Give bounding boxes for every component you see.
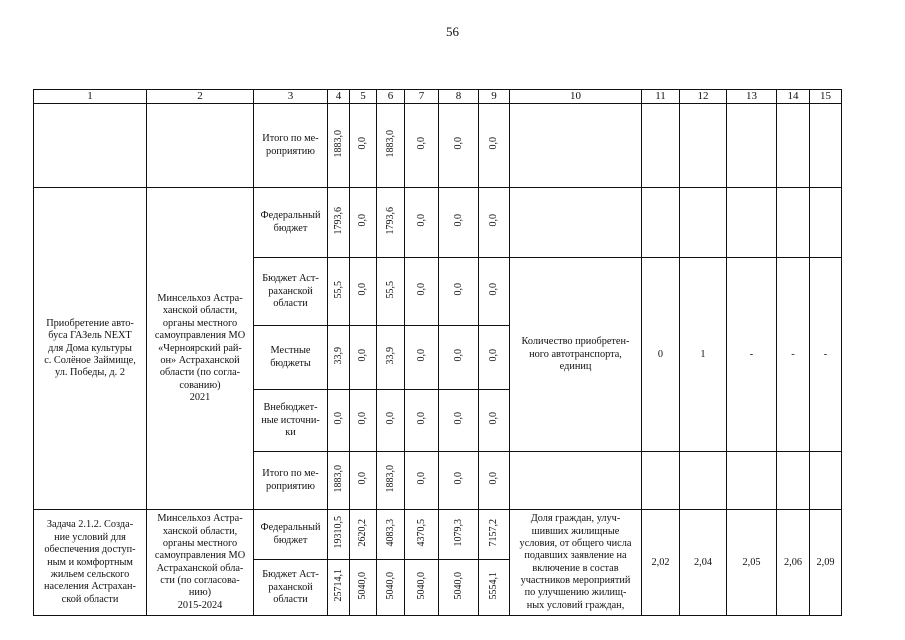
column-number [510, 90, 642, 104]
indicator-name [510, 510, 642, 616]
funding-source-text: Федеральный бюджет [260, 522, 321, 546]
column-number [439, 90, 479, 104]
amount-value: 4083,3 [384, 518, 396, 547]
amount-cell [439, 510, 479, 560]
column-number-text: 4 [335, 90, 342, 102]
amount-cell [328, 390, 350, 452]
amount-cell [439, 560, 479, 616]
amount-cell [328, 258, 350, 326]
indicator-name-text: Количество приобретен- ного автотранспорта, единиц [521, 336, 630, 372]
amount-value: 1793,6 [384, 206, 396, 235]
amount-value: 0,0 [452, 412, 464, 425]
empty-cell [680, 452, 727, 510]
indicator-value [727, 510, 777, 616]
indicator-value-text: 2,09 [816, 556, 835, 568]
amount-value: 5040,0 [384, 571, 396, 600]
column-number-text: 13 [746, 90, 757, 102]
amount-cell [479, 188, 510, 258]
amount-value: 1883,0 [384, 464, 396, 493]
funding-source [254, 510, 328, 560]
column-number [642, 90, 680, 104]
amount-cell [350, 452, 377, 510]
funding-source [254, 104, 328, 188]
column-number-text: 7 [418, 90, 425, 102]
column-number [727, 90, 777, 104]
column-number [350, 90, 377, 104]
empty-cell [34, 104, 147, 188]
amount-value: 5040,0 [452, 571, 464, 600]
indicator-value [810, 510, 842, 616]
amount-cell [405, 510, 439, 560]
funding-source [254, 188, 328, 258]
amount-value: 33,9 [384, 346, 396, 365]
amount-value: 0,0 [415, 137, 427, 150]
amount-value: 0,0 [488, 349, 499, 362]
amount-cell [328, 326, 350, 390]
amount-value: 0,0 [357, 472, 368, 485]
amount-value: 0,0 [415, 349, 427, 362]
indicator-value-text: 2,04 [693, 556, 713, 568]
column-number [680, 90, 727, 104]
amount-cell [439, 188, 479, 258]
amount-value: 4370,5 [415, 518, 427, 547]
amount-cell [350, 104, 377, 188]
amount-cell [405, 390, 439, 452]
amount-value: 0,0 [415, 412, 427, 425]
amount-cell [479, 452, 510, 510]
indicator-value-text: - [823, 348, 828, 360]
column-number-text: 8 [455, 90, 462, 102]
responsible-executor-text: Минсельхоз Астра- ханской области, органы местного самоуправления МО Астраханской обла- сти (по согласова- нию) 2015-2024 [154, 513, 246, 611]
empty-cell [680, 188, 727, 258]
column-number [377, 90, 405, 104]
responsible-executor [147, 188, 254, 510]
column-number-text: 10 [570, 90, 581, 102]
indicator-value-text: - [749, 348, 754, 360]
amount-cell [328, 560, 350, 616]
empty-cell [810, 452, 842, 510]
column-number [34, 90, 147, 104]
funding-source-text: Местные бюджеты [270, 345, 311, 369]
amount-cell [350, 510, 377, 560]
responsible-executor [147, 510, 254, 616]
amount-cell [377, 326, 405, 390]
amount-cell [377, 104, 405, 188]
amount-value: 0,0 [357, 137, 368, 150]
amount-cell [405, 258, 439, 326]
empty-cell [777, 452, 810, 510]
empty-cell [642, 104, 680, 188]
amount-cell [439, 326, 479, 390]
page-number: 56 [446, 24, 459, 39]
table-row [34, 104, 842, 188]
amount-value: 0,0 [357, 412, 368, 425]
amount-value: 55,5 [384, 280, 396, 299]
amount-cell [405, 188, 439, 258]
funding-source [254, 560, 328, 616]
empty-cell [147, 104, 254, 188]
amount-value: 0,0 [357, 214, 368, 227]
empty-cell [680, 104, 727, 188]
column-number-text: 15 [820, 90, 831, 102]
empty-cell [510, 452, 642, 510]
funding-source [254, 326, 328, 390]
column-number-text: 2 [197, 90, 203, 102]
amount-cell [439, 258, 479, 326]
amount-cell [479, 258, 510, 326]
empty-cell [727, 452, 777, 510]
amount-value: 0,0 [452, 283, 464, 296]
amount-value: 5554,1 [488, 571, 499, 600]
column-number [147, 90, 254, 104]
amount-cell [328, 452, 350, 510]
indicator-value [777, 258, 810, 452]
empty-cell [727, 104, 777, 188]
amount-cell [328, 104, 350, 188]
indicator-name [510, 258, 642, 452]
column-number-text: 12 [697, 90, 709, 102]
column-number [328, 90, 350, 104]
measure-name [34, 188, 147, 510]
column-number [810, 90, 842, 104]
funding-source-text: Федеральный бюджет [260, 210, 321, 234]
amount-cell [405, 452, 439, 510]
amount-cell [439, 452, 479, 510]
amount-cell [377, 560, 405, 616]
column-number-text: 14 [787, 90, 799, 102]
amount-value: 1883,0 [332, 464, 344, 493]
amount-value: 1883,0 [384, 129, 396, 158]
column-number-text: 9 [491, 90, 497, 102]
amount-value: 5040,0 [415, 571, 427, 600]
amount-value: 0,0 [488, 214, 499, 227]
amount-value: 0,0 [488, 137, 499, 150]
amount-value: 7157,2 [488, 518, 499, 547]
amount-value: 2620,2 [357, 518, 368, 547]
amount-cell [479, 510, 510, 560]
indicator-value [642, 510, 680, 616]
amount-cell [405, 104, 439, 188]
amount-cell [405, 560, 439, 616]
funding-source-text: Итого по ме- роприятию [262, 133, 319, 157]
indicator-value-text: 2,06 [783, 556, 803, 568]
task-name-text: Задача 2.1.2. Созда- ние условий для обеспечения доступ- ным и комфортным жильем сельского населения Астрахан- ской области [43, 519, 136, 605]
amount-cell [405, 326, 439, 390]
amount-cell [328, 510, 350, 560]
amount-value: 19310,5 [332, 516, 344, 549]
amount-cell [377, 510, 405, 560]
amount-value: 0,0 [357, 349, 368, 362]
amount-value: 1079,3 [452, 518, 464, 547]
amount-value: 0,0 [357, 283, 368, 296]
column-number [254, 90, 328, 104]
column-number-text: 3 [287, 90, 294, 102]
funding-source [254, 390, 328, 452]
indicator-value [642, 258, 680, 452]
empty-cell [777, 188, 810, 258]
table-row [34, 188, 842, 258]
funding-source-text: Внебюджет- ные источни- ки [261, 402, 320, 438]
amount-value: 25714,1 [332, 569, 344, 602]
table-row [34, 510, 842, 560]
responsible-executor-text: Минсельхоз Астра- ханской области, органы местного самоуправления МО «Черноярский рай- он» Астраханской области (по согла- сованию) 2021 [154, 293, 246, 403]
empty-cell [777, 104, 810, 188]
indicator-value [727, 258, 777, 452]
amount-value: 0,0 [332, 412, 344, 425]
funding-source-text: Итого по ме- роприятию [262, 468, 319, 492]
indicator-value [777, 510, 810, 616]
amount-value: 1793,6 [332, 206, 344, 235]
funding-source-text: Бюджет Аст- раханской области [262, 273, 319, 309]
indicator-value-text: 2,02 [651, 556, 670, 568]
amount-cell [350, 390, 377, 452]
amount-value: 0,0 [488, 283, 499, 296]
amount-value: 0,0 [415, 283, 427, 296]
amount-value: 55,5 [332, 280, 344, 299]
empty-cell [810, 104, 842, 188]
amount-value: 0,0 [452, 349, 464, 362]
program-table [33, 89, 842, 616]
indicator-value-text: 1 [700, 348, 706, 360]
empty-cell [642, 188, 680, 258]
amount-value: 0,0 [452, 472, 464, 485]
indicator-value [810, 258, 842, 452]
column-number-text: 6 [387, 90, 394, 102]
amount-value: 5040,0 [357, 571, 368, 600]
amount-cell [377, 452, 405, 510]
indicator-value [680, 258, 727, 452]
funding-source [254, 258, 328, 326]
column-number-text: 11 [655, 90, 666, 102]
amount-cell [479, 104, 510, 188]
amount-value: 0,0 [415, 214, 427, 227]
column-number-row [34, 90, 842, 104]
measure-name-text: Приобретение авто- буса ГАЗель NEXT для Дома культуры с. Солёное Займище, ул. Победы, д. 2 [44, 317, 136, 379]
amount-cell [479, 326, 510, 390]
empty-cell [642, 452, 680, 510]
funding-source [254, 452, 328, 510]
amount-value: 0,0 [488, 472, 499, 485]
amount-value: 0,0 [452, 137, 464, 150]
amount-cell [439, 104, 479, 188]
amount-cell [377, 188, 405, 258]
column-number-text: 5 [360, 90, 366, 102]
amount-cell [350, 258, 377, 326]
amount-cell [328, 188, 350, 258]
amount-value: 0,0 [415, 472, 427, 485]
column-number [777, 90, 810, 104]
amount-value: 0,0 [488, 412, 499, 425]
empty-cell [810, 188, 842, 258]
amount-value: 1883,0 [332, 129, 344, 158]
amount-cell [377, 258, 405, 326]
column-number-text: 1 [87, 90, 93, 102]
indicator-name-text: Доля граждан, улуч- шивших жилищные условия, от общего числа подавших заявление на включение в состав участников мероприятий по улучшению жилищ- ных условий граждан, [519, 513, 632, 611]
indicator-value-text: 0 [657, 348, 664, 360]
amount-value: 33,9 [332, 346, 344, 365]
indicator-value [680, 510, 727, 616]
column-number [479, 90, 510, 104]
task-name [34, 510, 147, 616]
indicator-value-text: 2,05 [742, 556, 761, 568]
amount-cell [377, 390, 405, 452]
funding-source-text: Бюджет Аст- раханской области [262, 569, 319, 605]
amount-cell [479, 390, 510, 452]
empty-cell [510, 104, 642, 188]
indicator-value-text: - [791, 348, 795, 360]
column-number [405, 90, 439, 104]
amount-value: 0,0 [384, 412, 396, 425]
amount-cell [479, 560, 510, 616]
empty-cell [510, 188, 642, 258]
amount-cell [350, 188, 377, 258]
amount-value: 0,0 [452, 214, 464, 227]
amount-cell [439, 390, 479, 452]
empty-cell [727, 188, 777, 258]
amount-cell [350, 326, 377, 390]
amount-cell [350, 560, 377, 616]
